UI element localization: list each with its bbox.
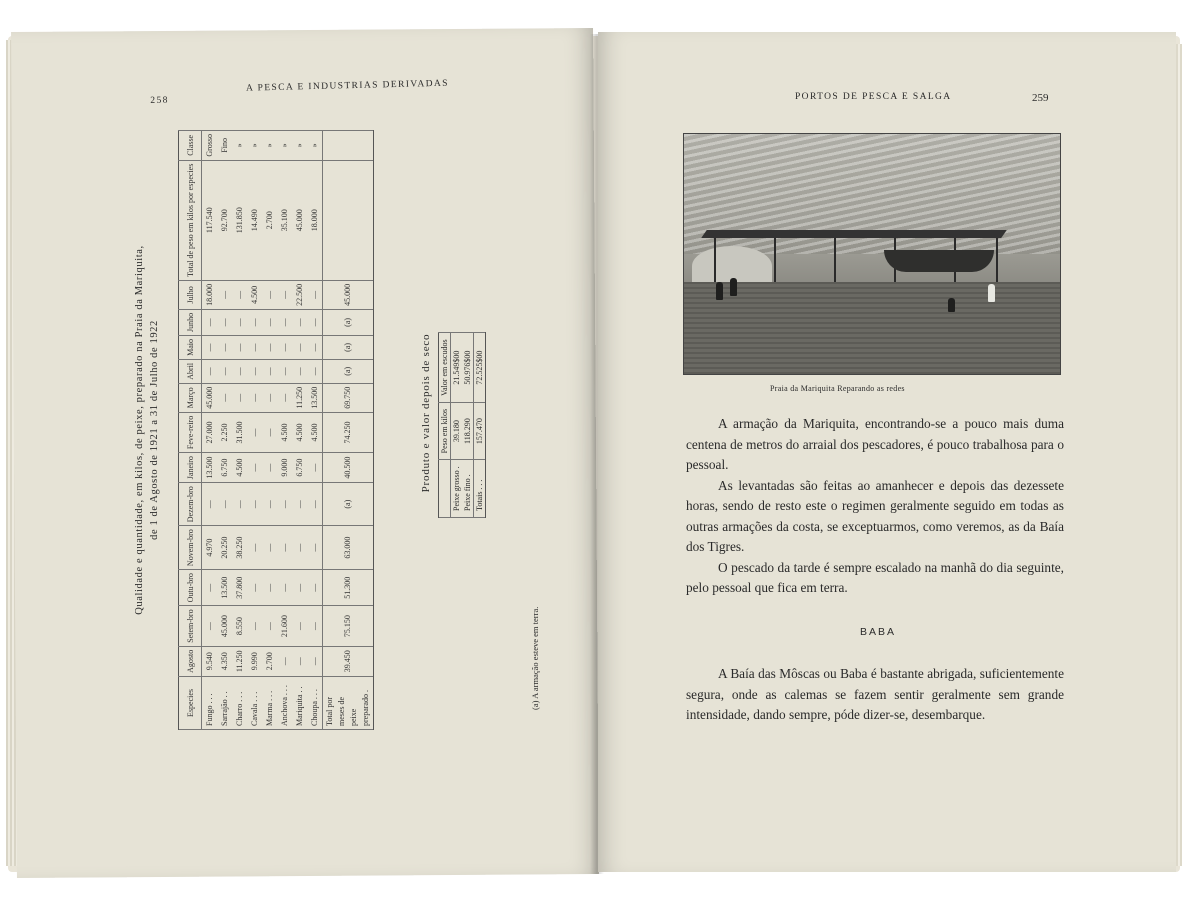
person-figure bbox=[948, 298, 955, 312]
table-cell: — bbox=[262, 309, 277, 335]
table-header-cell: Dezem-bro bbox=[179, 483, 202, 526]
table-row bbox=[307, 131, 323, 730]
product-row bbox=[462, 333, 474, 518]
table-cell: 11.250 bbox=[292, 383, 307, 412]
table-cell: Marma . . . bbox=[262, 676, 277, 729]
table-cell: — bbox=[307, 453, 323, 483]
paragraph: As levantadas são feitas ao amanhecer e depois das dezessete horas, sendo de resto este o regimen geralmente seguido em todas as outras armações da costa, se exceptuarmos, como veremos, as da Baía dos Tigres. bbox=[686, 477, 1064, 554]
table-header-cell: Outu-bro bbox=[179, 570, 202, 606]
table-cell: — bbox=[262, 570, 277, 606]
table-cell: — bbox=[277, 280, 292, 309]
table-cell: Total por meses de peixe preparado . bbox=[323, 676, 374, 729]
right-page-number: 259 bbox=[1032, 92, 1049, 104]
product-cell: 39.180 bbox=[451, 402, 463, 459]
table-cell: — bbox=[292, 606, 307, 646]
table-cell: — bbox=[277, 646, 292, 676]
table-cell: — bbox=[217, 383, 232, 412]
table-cell: » bbox=[277, 131, 292, 161]
table-cell: 9.540 bbox=[202, 646, 218, 676]
product-header-cell: Valor em escudos bbox=[439, 333, 451, 402]
table-cell: (a) bbox=[323, 359, 374, 383]
table-cell: 4.500 bbox=[277, 412, 292, 452]
table-cell: 4.500 bbox=[292, 412, 307, 452]
table-cell: — bbox=[247, 383, 262, 412]
table-cell: — bbox=[307, 606, 323, 646]
paragraph: A Baía das Môscas ou Baba é bastante abrigada, suficientemente segura, onde as calemas se fazem sentir geralmente sem grande intensidade, dando sempre, póde dizer-se, desembarque. bbox=[686, 666, 1064, 722]
table-cell: — bbox=[247, 570, 262, 606]
product-header-cell bbox=[439, 460, 451, 518]
table-cell: — bbox=[292, 309, 307, 335]
table-cell: — bbox=[277, 570, 292, 606]
product-table bbox=[438, 332, 486, 518]
table-cell: — bbox=[262, 483, 277, 526]
table-cell: Fino bbox=[217, 131, 232, 161]
table-header-cell: Junho bbox=[179, 309, 202, 335]
table-cell: — bbox=[262, 383, 277, 412]
table-cell: 92.700 bbox=[217, 160, 232, 280]
table-cell bbox=[323, 160, 374, 280]
table-cell: 4.500 bbox=[247, 280, 262, 309]
table-cell: — bbox=[262, 606, 277, 646]
table-cell: — bbox=[307, 646, 323, 676]
person-figure bbox=[716, 282, 723, 300]
body-text-1 bbox=[686, 414, 1064, 599]
table-cell: — bbox=[232, 280, 247, 309]
table-cell: — bbox=[277, 335, 292, 359]
table-cell: Mariquita . . bbox=[292, 676, 307, 729]
table-row bbox=[202, 131, 218, 730]
table-cell: — bbox=[307, 309, 323, 335]
fish-quantity-table bbox=[178, 130, 374, 730]
table-cell: — bbox=[232, 483, 247, 526]
table-cell: — bbox=[232, 335, 247, 359]
product-rotated bbox=[420, 308, 486, 518]
table-cell: 6.750 bbox=[217, 453, 232, 483]
table-header-cell: Feve-reiro bbox=[179, 412, 202, 452]
table-cell: — bbox=[307, 526, 323, 570]
table-header-cell: Abril bbox=[179, 359, 202, 383]
table-row bbox=[232, 131, 247, 730]
table-cell: 4.500 bbox=[232, 453, 247, 483]
product-cell: Peixe grosso . bbox=[451, 460, 463, 518]
table-cell: 4.970 bbox=[202, 526, 218, 570]
table-cell: 37.800 bbox=[232, 570, 247, 606]
table-cell: — bbox=[262, 526, 277, 570]
product-row bbox=[451, 333, 463, 518]
table-cell: » bbox=[262, 131, 277, 161]
table-cell: 2.700 bbox=[262, 160, 277, 280]
table-row bbox=[247, 131, 262, 730]
right-running-head: PORTOS DE PESCA E SALGA bbox=[795, 92, 952, 102]
product-cell: 72.525$00 bbox=[474, 333, 486, 402]
photo-caption: Praia da Mariquita Reparando as redes bbox=[770, 384, 905, 393]
table-cell: — bbox=[292, 526, 307, 570]
rotated-table-block bbox=[134, 130, 374, 730]
table-cell: — bbox=[217, 483, 232, 526]
table-cell: — bbox=[247, 309, 262, 335]
product-block bbox=[420, 298, 516, 728]
table-header-row bbox=[179, 131, 202, 730]
table-caption bbox=[132, 130, 162, 730]
table-cell: — bbox=[202, 570, 218, 606]
table-cell: 13.500 bbox=[307, 383, 323, 412]
table-cell: — bbox=[277, 483, 292, 526]
footnote: (a) A armação esteve em terra. bbox=[530, 606, 540, 710]
table-cell: — bbox=[232, 359, 247, 383]
left-running-title: A PESCA E INDUSTRIAS DERIVADAS bbox=[245, 78, 449, 94]
table-cell: — bbox=[202, 606, 218, 646]
table-cell: — bbox=[217, 335, 232, 359]
table-cell: Sarrajão . . bbox=[217, 676, 232, 729]
table-cell: 11.250 bbox=[232, 646, 247, 676]
table-cell: 63.000 bbox=[323, 526, 374, 570]
table-row bbox=[277, 131, 292, 730]
product-header-cell: Peso em kilos bbox=[439, 402, 451, 459]
table-cell: Grosso bbox=[202, 131, 218, 161]
table-header-cell: Julho bbox=[179, 280, 202, 309]
table-header-cell: Setem-bro bbox=[179, 606, 202, 646]
table-row bbox=[217, 131, 232, 730]
table-cell: — bbox=[247, 359, 262, 383]
table-cell: — bbox=[307, 280, 323, 309]
table-total-row bbox=[323, 131, 374, 730]
table-cell: 38.250 bbox=[232, 526, 247, 570]
product-title: Produto e valor depois de seco bbox=[420, 333, 432, 493]
table-cell: — bbox=[262, 412, 277, 452]
table-cell: » bbox=[307, 131, 323, 161]
table-cell: — bbox=[247, 453, 262, 483]
table-cell: — bbox=[307, 359, 323, 383]
table-cell: » bbox=[232, 131, 247, 161]
shelter-roof bbox=[701, 230, 1007, 238]
table-cell: — bbox=[292, 335, 307, 359]
table-cell: — bbox=[247, 412, 262, 452]
table-cell: — bbox=[277, 359, 292, 383]
table-header-cell: Agosto bbox=[179, 646, 202, 676]
table-cell: 69.750 bbox=[323, 383, 374, 412]
table-cell: 45.000 bbox=[202, 383, 218, 412]
table-header-cell: Total de peso em kilos por especies bbox=[179, 160, 202, 280]
table-cell: 75.150 bbox=[323, 606, 374, 646]
table-cell: 74.250 bbox=[323, 412, 374, 452]
left-page-number: 258 bbox=[150, 95, 169, 106]
table-cell: — bbox=[232, 383, 247, 412]
table-cell: — bbox=[247, 606, 262, 646]
table-cell: — bbox=[262, 453, 277, 483]
paragraph: A armação da Mariquita, encontrando-se a pouco mais duma centena de metros do arraial dos pescadores, é pouco trabalhosa para o pessoal. bbox=[686, 416, 1064, 472]
product-total-row bbox=[474, 333, 486, 518]
boat bbox=[884, 250, 994, 272]
table-cell: 18.000 bbox=[202, 280, 218, 309]
table-cell: — bbox=[247, 335, 262, 359]
table-cell: — bbox=[202, 335, 218, 359]
table-cell: 8.550 bbox=[232, 606, 247, 646]
table-header-cell: Março bbox=[179, 383, 202, 412]
table-cell: 9.000 bbox=[277, 453, 292, 483]
table-cell: Anchova . . . bbox=[277, 676, 292, 729]
product-cell: 118.290 bbox=[462, 402, 474, 459]
table-cell: 45.000 bbox=[292, 160, 307, 280]
table-cell: 2.700 bbox=[262, 646, 277, 676]
table-cell: 131.850 bbox=[232, 160, 247, 280]
table-cell: — bbox=[307, 570, 323, 606]
table-cell: — bbox=[262, 280, 277, 309]
table-cell: — bbox=[307, 335, 323, 359]
table-cell: — bbox=[217, 280, 232, 309]
table-cell: 18.000 bbox=[307, 160, 323, 280]
shelter-post bbox=[774, 238, 776, 286]
person-figure bbox=[730, 278, 737, 296]
table-cell: 4.350 bbox=[217, 646, 232, 676]
product-cell: 157.470 bbox=[474, 402, 486, 459]
table-cell: 31.500 bbox=[232, 412, 247, 452]
product-cell: 50.976$00 bbox=[462, 333, 474, 402]
table-cell: Charro . . . bbox=[232, 676, 247, 729]
product-header-row bbox=[439, 333, 451, 518]
table-cell: — bbox=[202, 483, 218, 526]
table-cell: — bbox=[277, 526, 292, 570]
shelter-post bbox=[714, 238, 716, 286]
table-header-cell: Novem-bro bbox=[179, 526, 202, 570]
table-cell: — bbox=[217, 359, 232, 383]
table-cell: — bbox=[262, 359, 277, 383]
table-cell: — bbox=[307, 483, 323, 526]
table-cell: — bbox=[202, 309, 218, 335]
table-header-cell: Classe bbox=[179, 131, 202, 161]
table-cell: 39.450 bbox=[323, 646, 374, 676]
table-cell: 22.500 bbox=[292, 280, 307, 309]
product-cell: Totais . . . bbox=[474, 460, 486, 518]
table-header-cell: Maio bbox=[179, 335, 202, 359]
table-row bbox=[292, 131, 307, 730]
table-cell: — bbox=[247, 526, 262, 570]
table-row bbox=[262, 131, 277, 730]
table-cell: 13.500 bbox=[202, 453, 218, 483]
table-cell: Cavala . . . bbox=[247, 676, 262, 729]
table-cell: 117.540 bbox=[202, 160, 218, 280]
paragraph: O pescado da tarde é sempre escalado na manhã do dia seguinte, pelo pessoal que fica em terra. bbox=[686, 559, 1064, 595]
table-cell: » bbox=[247, 131, 262, 161]
section-title: BABA bbox=[860, 626, 897, 638]
table-cell: — bbox=[217, 309, 232, 335]
table-cell: — bbox=[292, 483, 307, 526]
table-cell: 4.500 bbox=[307, 412, 323, 452]
body-text-2 bbox=[686, 664, 1064, 726]
table-cell: 14.490 bbox=[247, 160, 262, 280]
table-cell: (a) bbox=[323, 309, 374, 335]
table-header-cell: Janeiro bbox=[179, 453, 202, 483]
table-cell: 2.250 bbox=[217, 412, 232, 452]
product-cell: 21.549$00 bbox=[451, 333, 463, 402]
shelter-post bbox=[834, 238, 836, 286]
table-cell: 13.500 bbox=[217, 570, 232, 606]
table-cell: — bbox=[232, 309, 247, 335]
table-cell: » bbox=[292, 131, 307, 161]
table-cell: 21.600 bbox=[277, 606, 292, 646]
table-cell: — bbox=[292, 646, 307, 676]
table-cell: — bbox=[247, 483, 262, 526]
table-cell: — bbox=[277, 309, 292, 335]
table-caption-line1: Qualidade e quantidade, em kilos, de peixe, preparado na Praia da Mariquita, bbox=[134, 245, 145, 615]
table-cell: Choupa . . . bbox=[307, 676, 323, 729]
table-cell: — bbox=[277, 383, 292, 412]
beach-photograph bbox=[683, 133, 1061, 375]
table-header-cell: Especies bbox=[179, 676, 202, 729]
person-figure bbox=[988, 284, 995, 302]
table-cell: 6.750 bbox=[292, 453, 307, 483]
table-cell: 45.000 bbox=[217, 606, 232, 646]
sand bbox=[684, 282, 1060, 374]
table-cell: 40.500 bbox=[323, 453, 374, 483]
table-cell: — bbox=[292, 359, 307, 383]
table-cell: 20.250 bbox=[217, 526, 232, 570]
table-cell: — bbox=[292, 570, 307, 606]
table-cell: 51.300 bbox=[323, 570, 374, 606]
shelter-post bbox=[996, 238, 998, 286]
table-cell: 45.000 bbox=[323, 280, 374, 309]
table-cell: (a) bbox=[323, 483, 374, 526]
product-cell: Peixe fino . bbox=[462, 460, 474, 518]
table-cell: (a) bbox=[323, 335, 374, 359]
table-cell: Fungo . . . bbox=[202, 676, 218, 729]
table-cell: 9.990 bbox=[247, 646, 262, 676]
table-cell bbox=[323, 131, 374, 161]
table-caption-line2: de 1 de Agosto de 1921 a 31 de Julho de 1922 bbox=[149, 320, 160, 540]
table-cell: — bbox=[262, 335, 277, 359]
table-cell: 27.000 bbox=[202, 412, 218, 452]
table-cell: 35.100 bbox=[277, 160, 292, 280]
table-cell: — bbox=[202, 359, 218, 383]
